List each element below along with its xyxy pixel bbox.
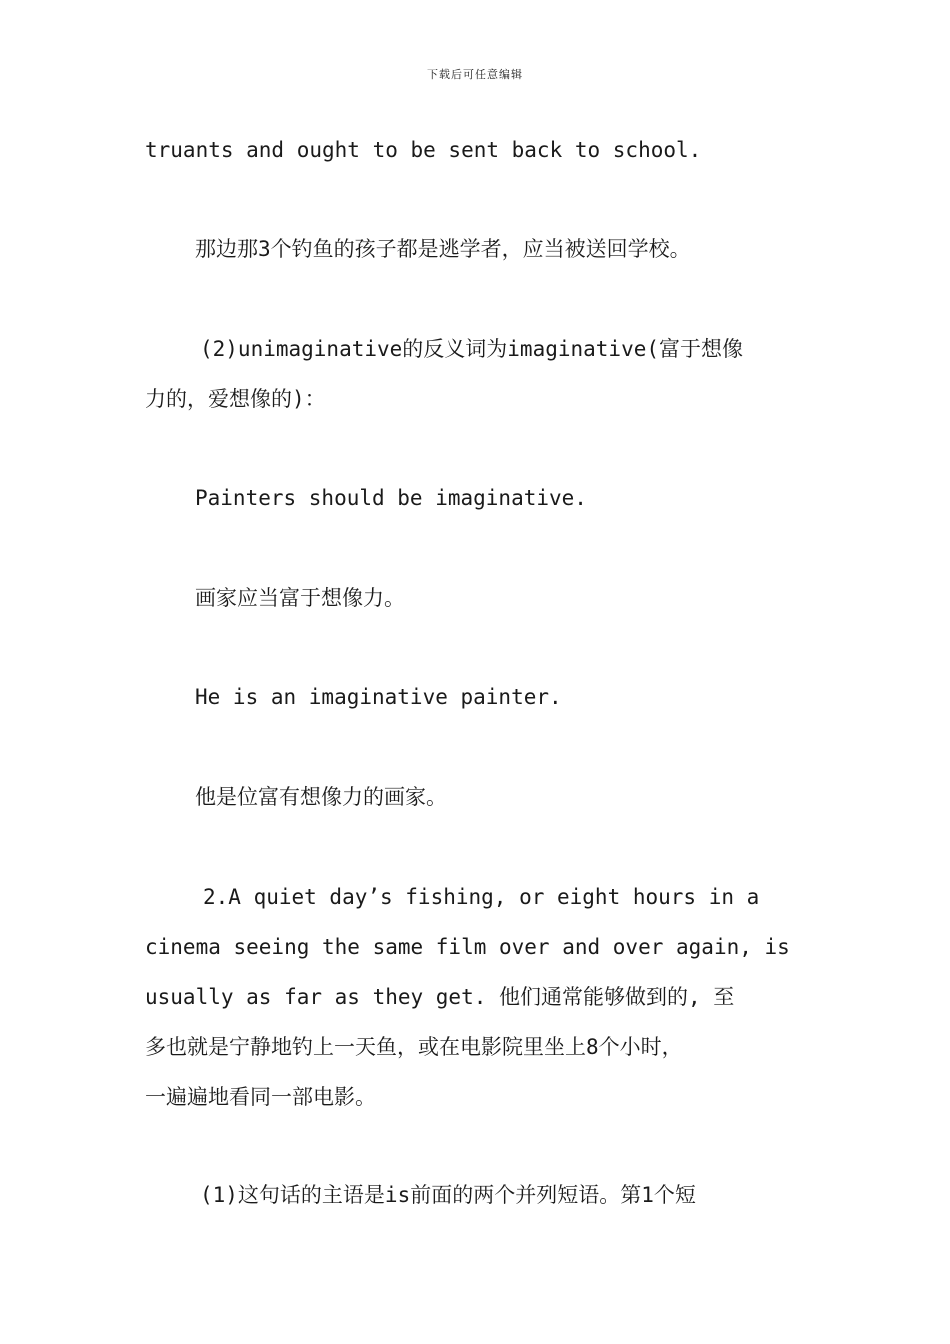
text-line: He is an imaginative painter. (195, 685, 562, 709)
paragraph-subject-note (200, 1170, 862, 1220)
text-line: 一遍遍地看同一部电影。 (145, 1085, 376, 1109)
text-line: (2)unimaginative的反义词为imaginative(富于想像 (200, 337, 744, 361)
text-line: 画家应当富于想像力。 (195, 586, 405, 610)
paragraph-antonym-note (145, 324, 807, 424)
paragraph-example-chinese-2 (195, 772, 857, 822)
paragraph-chinese-translation (195, 224, 857, 274)
text-line: Painters should be imaginative. (195, 486, 587, 510)
text-line: (1)这句话的主语是is前面的两个并列短语。第1个短 (200, 1183, 696, 1207)
paragraph-sentence-2 (145, 872, 807, 1122)
paragraph-example-english-2 (195, 672, 857, 722)
text-line: 多也就是宁静地钓上一天鱼，或在电影院里坐上8个小时， (145, 1035, 683, 1059)
text-line: cinema seeing the same film over and over again, is (145, 935, 790, 959)
page-header: 下载后可任意编辑 (427, 68, 523, 81)
text-line: truants and ought to be sent back to school. (145, 138, 702, 162)
paragraph-example-chinese-1 (195, 573, 857, 623)
text-line: 他是位富有想像力的画家。 (195, 785, 447, 809)
text-line: usually as far as they get. 他们通常能够做到的, 至 (145, 985, 735, 1009)
paragraph-english-continuation (145, 125, 807, 175)
paragraph-example-english-1 (195, 473, 857, 523)
text-line: 那边那3个钓鱼的孩子都是逃学者，应当被送回学校。 (195, 237, 691, 261)
text-line: 2.A quiet day’s fishing, or eight hours in a (203, 885, 760, 909)
text-line: 力的，爱想像的)： (145, 387, 326, 411)
